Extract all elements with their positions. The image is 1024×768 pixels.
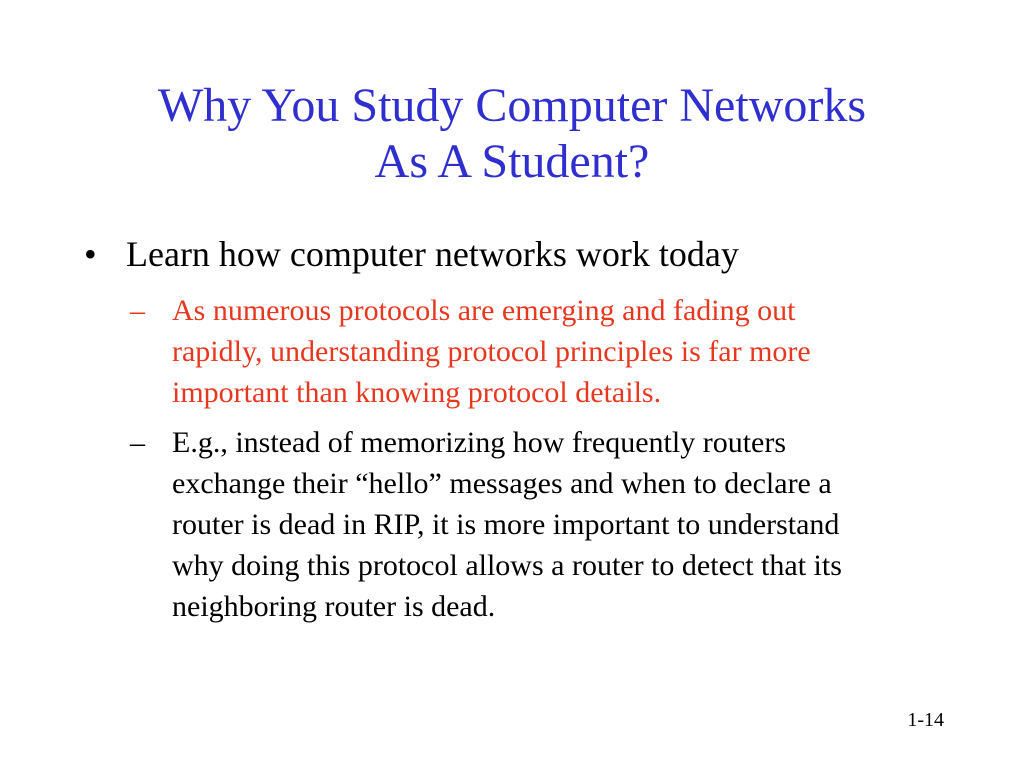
subpoint-line: As numerous protocols are emerging and fading out bbox=[172, 294, 796, 327]
subpoint-line: E.g., instead of memorizing how frequently routers bbox=[172, 426, 787, 459]
subpoint-marker: – bbox=[130, 426, 145, 459]
bullet-text: Learn how computer networks work today bbox=[126, 234, 739, 274]
slide-title-line-1: Why You Study Computer Networks bbox=[157, 79, 867, 132]
subpoint-line: rapidly, understanding protocol principles is far more bbox=[172, 335, 811, 368]
subpoint-line: router is dead in RIP, it is more important to understand bbox=[172, 508, 840, 541]
page-number: 1-14 bbox=[907, 709, 944, 731]
subpoint-line: neighboring router is dead. bbox=[172, 590, 496, 623]
bullet-marker: • bbox=[84, 234, 97, 274]
slide-title-line-2: As A Student? bbox=[374, 135, 650, 188]
slide-title bbox=[0, 78, 1024, 190]
subpoint-line: why doing this protocol allows a router to detect that its bbox=[172, 549, 842, 582]
subpoint-marker: – bbox=[130, 294, 145, 327]
subpoint-line: exchange their “hello” messages and when to declare a bbox=[172, 467, 832, 500]
subpoint-text bbox=[172, 422, 842, 627]
subpoint-line: important than knowing protocol details. bbox=[172, 376, 662, 409]
subpoint-text bbox=[172, 290, 811, 413]
